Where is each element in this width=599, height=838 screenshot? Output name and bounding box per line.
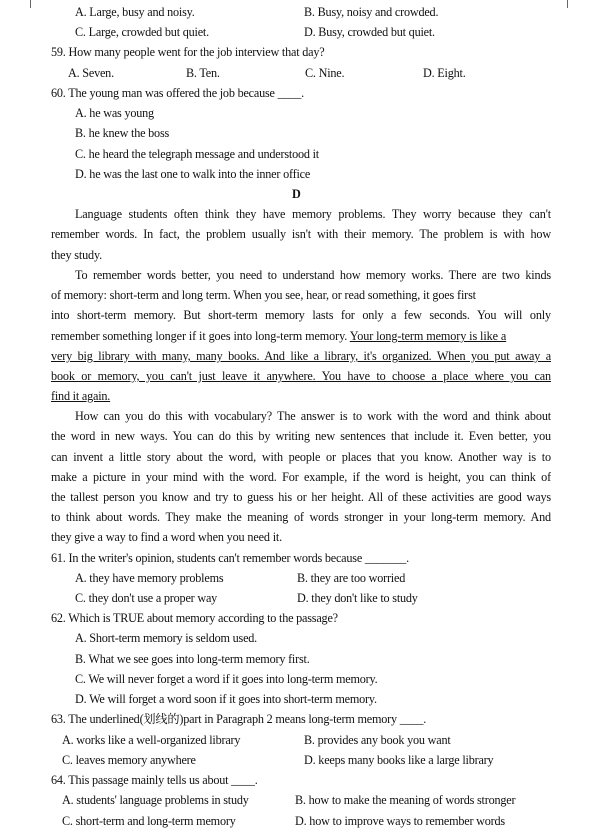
underlined-line-3: find it again.: [51, 389, 111, 403]
q63-stem: 63. The underlined(划线的)part in Paragraph 2 means long-term memory ____.: [51, 712, 427, 726]
q59-option-b: B. Ten.: [186, 66, 220, 80]
q59-stem: 59. How many people went for the job interview that day?: [51, 45, 325, 59]
passage-p3-line-5: the tallest person you know and try to guess his or her height. All of these activities are good ways: [51, 490, 551, 504]
q59-option-c: C. Nine.: [305, 66, 345, 80]
q64-stem: 64. This passage mainly tells us about ____.: [51, 773, 258, 787]
q58-option-b: B. Busy, noisy and crowded.: [304, 5, 439, 19]
q63-option-d: D. keeps many books like a large library: [304, 753, 494, 767]
q62-option-d: D. We will forget a word soon if it goes into short-term memory.: [75, 692, 377, 706]
passage-p2-line-3: into short-term memory. But short-term memory lasts for only a few seconds. You will only: [51, 308, 551, 322]
q64-option-a: A. students' language problems in study: [62, 793, 249, 807]
corner-mark-left: [30, 0, 31, 8]
q60-stem: 60. The young man was offered the job because ____.: [51, 86, 305, 100]
q60-option-c: C. he heard the telegraph message and understood it: [75, 147, 319, 161]
q64-option-c: C. short-term and long-term memory: [62, 814, 236, 828]
passage-p3-line-6: to think about words. They make the meaning of words stronger in your long-term memory. And: [51, 510, 551, 524]
passage-p2-line-4: [51, 326, 551, 346]
q64-option-b: B. how to make the meaning of words stronger: [295, 793, 516, 807]
passage-p1-line-3: they study.: [51, 248, 103, 262]
q61-option-c: C. they don't use a proper way: [75, 591, 218, 605]
section-heading: D: [292, 187, 301, 201]
q61-option-b: B. they are too worried: [297, 571, 406, 585]
q60-option-a: A. he was young: [75, 106, 154, 120]
passage-p3-line-3: can invent a little story about the word, with people or places that you know. Another way is to: [51, 450, 551, 464]
q62-option-c: C. We will never forget a word if it goes into long-term memory.: [75, 672, 378, 686]
passage-p3-line-4: make a picture in your mind with the word. For example, if the word is height, you can think of: [51, 470, 551, 484]
q58-option-d: D. Busy, crowded but quiet.: [304, 25, 435, 39]
q58-option-c: C. Large, crowded but quiet.: [75, 25, 209, 39]
q63-option-c: C. leaves memory anywhere: [62, 753, 196, 767]
q63-option-a: A. works like a well-organized library: [62, 733, 241, 747]
passage-p2-line-1: To remember words better, you need to understand how memory works. There are two kinds: [75, 268, 551, 282]
passage-p3-line-1: How can you do this with vocabulary? The answer is to work with the word and think about: [75, 409, 551, 423]
q61-stem: 61. In the writer's opinion, students can't remember words because _______.: [51, 551, 409, 565]
corner-mark-right: [567, 0, 568, 8]
q62-option-b: B. What we see goes into long-term memory first.: [75, 652, 310, 666]
passage-p2-line-2: of memory: short-term and long term. When you see, hear, or read something, it goes first: [51, 288, 476, 302]
q59-option-a: A. Seven.: [68, 66, 114, 80]
underlined-line-2: book or memory, you can't just leave it anywhere. You have to choose a place where you can: [51, 369, 551, 383]
q62-stem: 62. Which is TRUE about memory according to the passage?: [51, 611, 338, 625]
q59-option-d: D. Eight.: [423, 66, 466, 80]
q61-option-a: A. they have memory problems: [75, 571, 224, 585]
passage-p1-line-2: remember words. In fact, the problem usually isn't with their memory. The problem is with how: [51, 227, 551, 241]
q60-option-b: B. he knew the boss: [75, 126, 170, 140]
q62-option-a: A. Short-term memory is seldom used.: [75, 631, 258, 645]
passage-p3-line-7: they give a way to find a word when you need it.: [51, 530, 283, 544]
underlined-sentence-start: Your long-term memory is like a: [349, 329, 507, 343]
passage-p1-line-1: Language students often think they have memory problems. They worry because they can't: [75, 207, 551, 221]
q58-option-a: A. Large, busy and noisy.: [75, 5, 195, 19]
passage-p3-line-2: the word in new ways. You can do this by writing new sentences that include it. Even better, you: [51, 429, 551, 443]
q60-option-d: D. he was the last one to walk into the inner office: [75, 167, 311, 181]
passage-p2-line-4-plain: remember something longer if it goes into long-term memory.: [51, 329, 350, 343]
underlined-line-1: very big library with many, many books. And like a library, it's organized. When you put away a: [51, 349, 551, 363]
q63-option-b: B. provides any book you want: [304, 733, 451, 747]
q64-option-d: D. how to improve ways to remember words: [295, 814, 505, 828]
q61-option-d: D. they don't like to study: [297, 591, 418, 605]
